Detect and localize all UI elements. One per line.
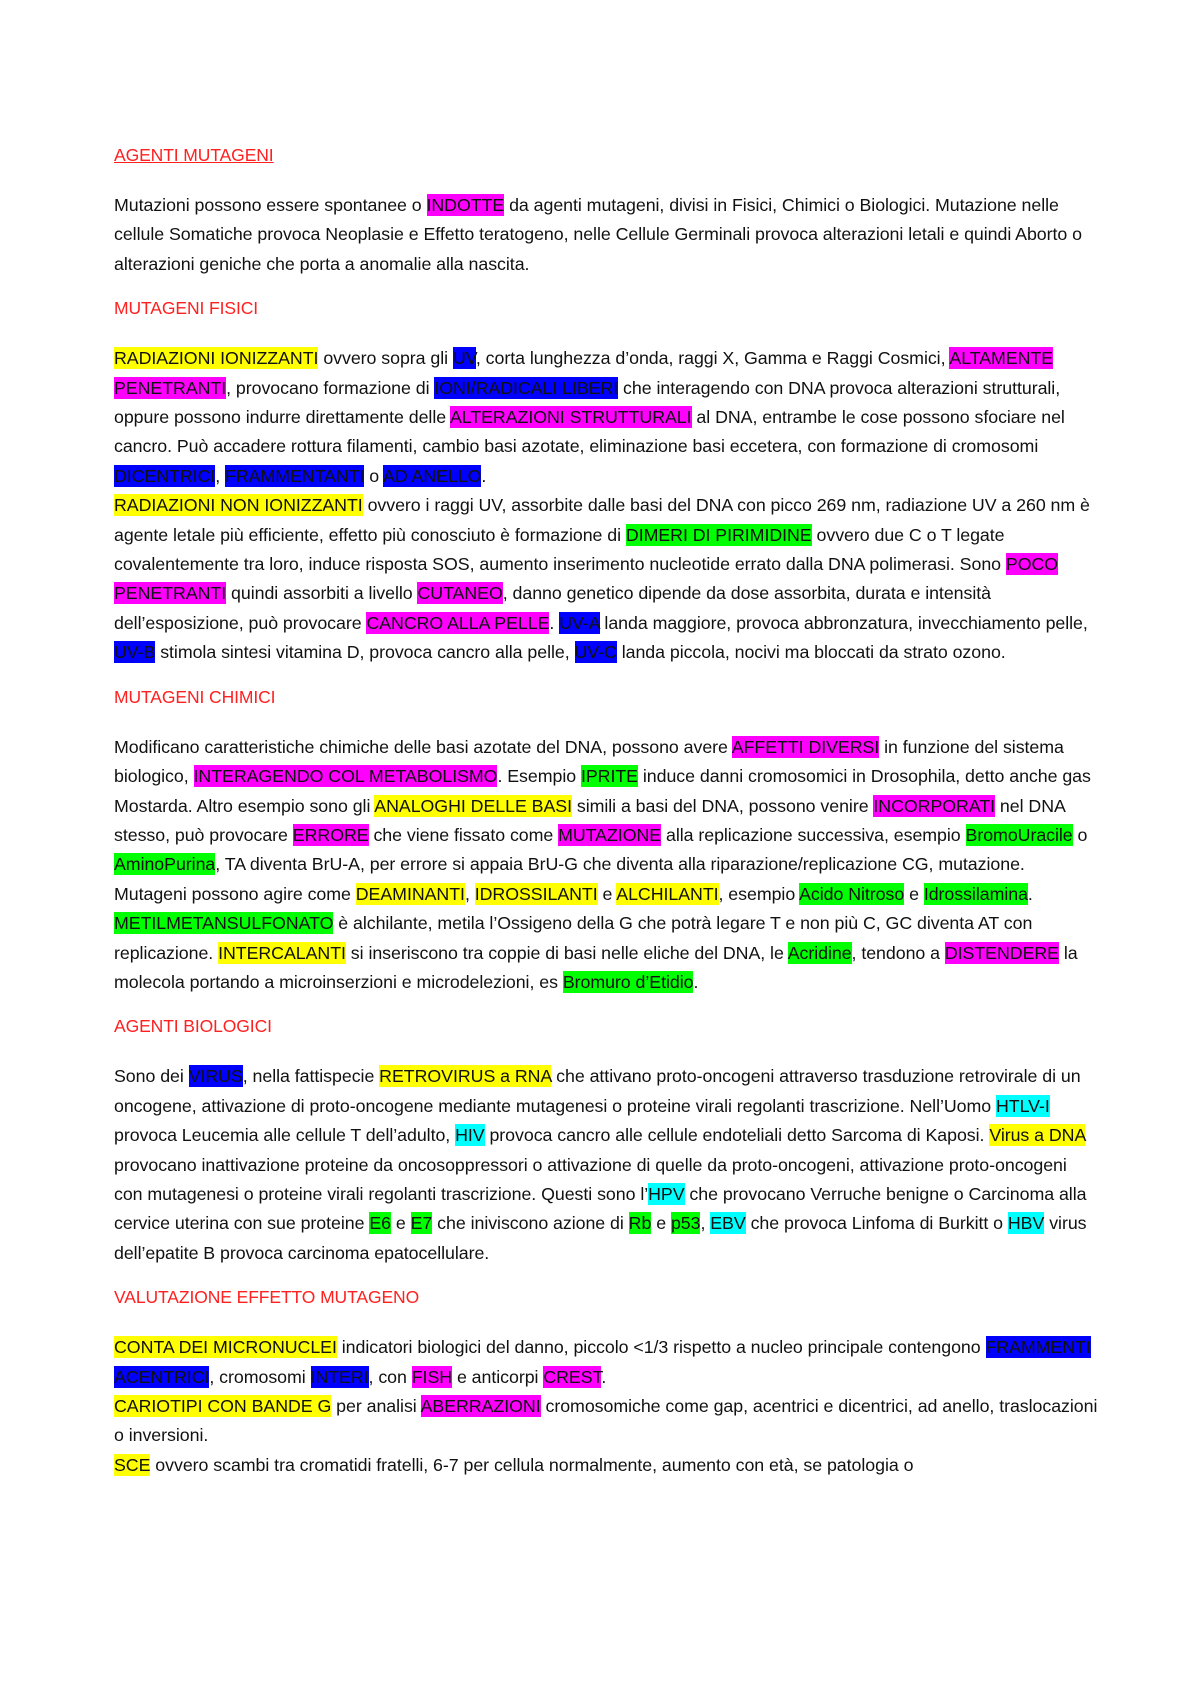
highlighted-term: UV-A <box>559 612 600 633</box>
text-run: , <box>700 1213 711 1234</box>
text-run: . <box>693 971 699 992</box>
body-paragraph <box>114 191 1100 279</box>
highlighted-term: EBV <box>710 1213 746 1234</box>
highlighted-term: ALTERAZIONI STRUTTURALI <box>449 407 692 428</box>
text-run: alla replicazione successiva, esempio <box>661 824 966 845</box>
highlighted-term: IDROSSILANTI <box>474 883 598 904</box>
text-run: che viene fissato come <box>368 824 559 845</box>
highlighted-term: INTERI <box>310 1366 369 1387</box>
highlighted-term: CANCRO ALLA PELLE <box>366 612 550 633</box>
text-run: . <box>1027 883 1033 904</box>
text-run: . Esempio <box>497 766 581 787</box>
highlighted-term: Acido Nitroso <box>799 883 905 904</box>
text-run: , provocano formazione di <box>226 377 435 398</box>
highlighted-term: Acridine <box>787 942 852 963</box>
text-run: che provoca Linfoma di Burkitt o <box>745 1213 1008 1234</box>
highlighted-term: ALCHILANTI <box>616 883 719 904</box>
text-run: induce danni cromosomici in Drosophila, detto anche gas Mostarda. Altro esempio sono gli <box>114 766 1091 816</box>
text-run: , tendono a <box>851 942 945 963</box>
text-run: provoca cancro alle cellule endoteliali detto Sarcoma di Kaposi. <box>484 1125 990 1146</box>
highlighted-term: ABERRAZIONI <box>420 1396 541 1416</box>
highlighted-term: VIRUS <box>188 1066 243 1087</box>
highlighted-term: IONI/RADICALI LIBERI <box>434 377 619 398</box>
section-heading: AGENTI MUTAGENI <box>114 145 274 165</box>
text-run: , corta lunghezza d’onda, raggi X, Gamma e Raggi Cosmici, <box>475 348 950 369</box>
highlighted-term: CONTA DEI MICRONUCLEI <box>114 1337 337 1358</box>
highlighted-term: FRAMMENTANTI <box>225 465 365 486</box>
text-run: simili a basi del DNA, possono venire <box>571 795 874 816</box>
text-run: . <box>549 612 560 633</box>
highlighted-term: DISTENDERE <box>944 942 1059 963</box>
text-run: ovvero due C o T legate covalentemente tra loro, induce risposta SOS, aumento inserimento nucleotide errato dalla DNA polimerasi. Sono <box>114 524 1006 575</box>
highlighted-term: AD ANELLO <box>383 465 482 486</box>
text-run: che iniviscono azione di <box>432 1213 629 1234</box>
highlighted-term: SCE <box>114 1454 151 1475</box>
highlighted-term: HBV <box>1007 1213 1045 1234</box>
highlighted-term: IPRITE <box>580 766 638 787</box>
text-run: si inseriscono tra coppie di basi nelle eliche del DNA, le <box>345 942 788 963</box>
text-run: landa piccola, nocivi ma bloccati da strato ozono. <box>616 642 1006 663</box>
text-run: che provocano Verruche benigne o Carcinoma alla cervice uterina con sue proteine <box>114 1183 1087 1234</box>
highlighted-term: UV-C <box>574 642 617 663</box>
text-run: ovvero i raggi UV, assorbite dalle basi del DNA con picco 269 nm, radiazione UV a 260 nm è agente letale più efficiente, effetto più conosciuto è formazione di <box>114 495 1090 545</box>
highlighted-term: INTERCALANTI <box>218 942 346 963</box>
highlighted-term: CREST <box>543 1366 602 1387</box>
text-run: e <box>597 883 617 904</box>
text-run: e <box>904 883 924 904</box>
text-run: provoca Leucemia alle cellule T dell’adulto, <box>114 1125 456 1146</box>
highlighted-term: ERRORE <box>292 824 369 845</box>
text-run: , <box>215 465 226 486</box>
highlighted-term: POCO PENETRANTI <box>114 554 1059 604</box>
highlighted-term: DICENTRICI <box>114 465 216 486</box>
text-run: , <box>464 883 475 904</box>
text-run: stimola sintesi vitamina D, provoca cancro alla pelle, <box>155 642 575 663</box>
highlighted-term: CUTANEO <box>417 583 503 604</box>
section-heading: MUTAGENI FISICI <box>114 298 259 319</box>
highlighted-term: E6 <box>369 1213 391 1234</box>
highlighted-term: Virus a DNA <box>989 1125 1086 1146</box>
highlighted-term: HTLV-I <box>996 1095 1050 1116</box>
text-run: Modificano caratteristiche chimiche delle basi azotate del DNA, possono avere <box>114 736 732 757</box>
highlighted-term: E7 <box>410 1213 433 1234</box>
highlighted-term: HPV <box>648 1183 685 1204</box>
highlighted-term: FISH <box>411 1366 453 1387</box>
text-run: . <box>601 1366 607 1387</box>
text-run: provocano inattivazione proteine da oncosoppressori o attivazione di quelle da proto-oncogeni, attivazione proto-oncogeni con mutagenesi o proteine virali regolanti trascrizione. Questi sono l’ <box>114 1154 1067 1204</box>
text-run: Sono dei <box>114 1066 189 1087</box>
highlighted-term: INTERAGENDO COL METABOLISMO <box>193 766 498 787</box>
text-run: ovvero sopra gli <box>318 348 453 369</box>
text-run: o <box>364 465 384 486</box>
highlighted-term: METILMETANSULFONATO <box>114 913 334 934</box>
text-run: al DNA, entrambe le cose possono sfociare nel cancro. Può accadere rottura filamenti, cambio basi azotate, eliminazione basi eccetera, con formazione di cromosomi <box>114 407 1065 457</box>
highlighted-term: DEAMINANTI <box>355 883 465 904</box>
text-run: e anticorpi <box>452 1366 544 1387</box>
text-run: , cromosomi <box>209 1366 311 1387</box>
text-run: che attivano proto-oncogeni attraverso trasduzione retrovirale di un oncogene, attivazione di proto-oncogene mediante mutagenesi o proteine virali regolanti trascrizione. Nell’Uomo <box>114 1066 1081 1116</box>
highlighted-term: UV <box>452 348 476 369</box>
text-run: o <box>1072 824 1088 845</box>
highlighted-term: CARIOTIPI CON BANDE G <box>114 1396 332 1416</box>
text-run: è alchilante, metila l’Ossigeno della G che potrà legare T e non più C, GC diventa AT con replicazione. <box>114 913 1033 963</box>
highlighted-term: p53 <box>670 1213 701 1234</box>
section-heading: AGENTI BIOLOGICI <box>114 1016 272 1037</box>
highlighted-term: HIV <box>455 1125 485 1146</box>
text-run: quindi assorbiti a livello <box>226 583 418 604</box>
text-run: landa maggiore, provoca abbronzatura, invecchiamento pelle, <box>599 612 1088 633</box>
highlighted-term: INDOTTE <box>426 195 505 215</box>
text-run: in funzione del sistema biologico, <box>114 736 1064 787</box>
highlighted-term: RADIAZIONI IONIZZANTI <box>114 348 319 369</box>
section-heading: MUTAGENI CHIMICI <box>114 686 276 707</box>
text-run: . <box>481 465 487 486</box>
text-run: ovvero scambi tra cromatidi fratelli, 6-7 per cellula normalmente, aumento con età, se patologia o <box>150 1454 914 1475</box>
highlighted-term: ALTAMENTE PENETRANTI <box>114 348 1054 398</box>
section-heading: VALUTAZIONE EFFETTO MUTAGENO <box>114 1287 420 1308</box>
highlighted-term: AminoPurina <box>114 854 216 875</box>
text-run: da agenti mutageni, divisi in Fisici, Chimici o Biologici. Mutazione nelle cellule Somatiche provoca Neoplasie e Effetto teratogeno, nelle Cellule Germinali provoca alterazioni letali e quindi Aborto o alterazioni geniche che porta a anomalie alla nascita. <box>114 195 1082 274</box>
text-run: per analisi <box>331 1396 421 1416</box>
text-run: la molecola portando a microinserzioni e microdelezioni, es <box>114 942 1078 992</box>
text-run: indicatori biologici del danno, piccolo <1/3 rispetto a nucleo principale contengono <box>336 1337 986 1358</box>
text-run: cromosomiche come gap, acentrici e dicentrici, ad anello, traslocazioni o inversioni. <box>114 1396 1098 1446</box>
highlighted-term: DIMERI DI PIRIMIDINE <box>625 524 812 545</box>
body-paragraph <box>114 733 1100 998</box>
body-paragraph <box>114 1333 1100 1480</box>
body-paragraph <box>114 1062 1100 1268</box>
highlighted-term: FRAMMENTI ACENTRICI <box>114 1337 1091 1387</box>
highlighted-term: BromoUracile <box>965 824 1073 845</box>
body-paragraph <box>114 344 1100 667</box>
text-run: , nella fattispecie <box>242 1066 380 1087</box>
text-run: nel DNA stesso, può provocare <box>114 795 1065 845</box>
highlighted-term: UV-B <box>114 642 156 663</box>
text-run: Mutazioni possono essere spontanee o <box>114 195 427 215</box>
highlighted-term: MUTAZIONE <box>558 824 662 845</box>
text-run: che interagendo con DNA provoca alterazioni strutturali, oppure possono indurre direttamente delle <box>114 377 1061 428</box>
text-run: , TA diventa BrU-A, per errore si appaia BrU-G che diventa alla riparazione/replicazione CG, mutazione. Mutageni possono agire come <box>114 854 1025 904</box>
highlighted-term: INCORPORATI <box>873 795 996 816</box>
text-run: , danno genetico dipende da dose assorbita, durata e intensità dell’esposizione, può provocare <box>114 583 991 633</box>
highlighted-term: Idrossilamina <box>923 883 1028 904</box>
text-run: , con <box>368 1366 412 1387</box>
highlighted-term: AFFETTI DIVERSI <box>731 736 880 757</box>
highlighted-term: Bromuro d’Etidio <box>562 971 694 992</box>
text-run: e <box>391 1213 411 1234</box>
text-run: virus dell’epatite B provoca carcinoma epatocellulare. <box>114 1213 1087 1263</box>
text-run: , esempio <box>718 883 800 904</box>
highlighted-term: RADIAZIONI NON IONIZZANTI <box>114 495 363 516</box>
text-run: e <box>651 1213 671 1234</box>
highlighted-term: Rb <box>628 1213 652 1234</box>
highlighted-term: ANALOGHI DELLE BASI <box>374 795 572 816</box>
highlighted-term: RETROVIRUS a RNA <box>379 1066 552 1087</box>
